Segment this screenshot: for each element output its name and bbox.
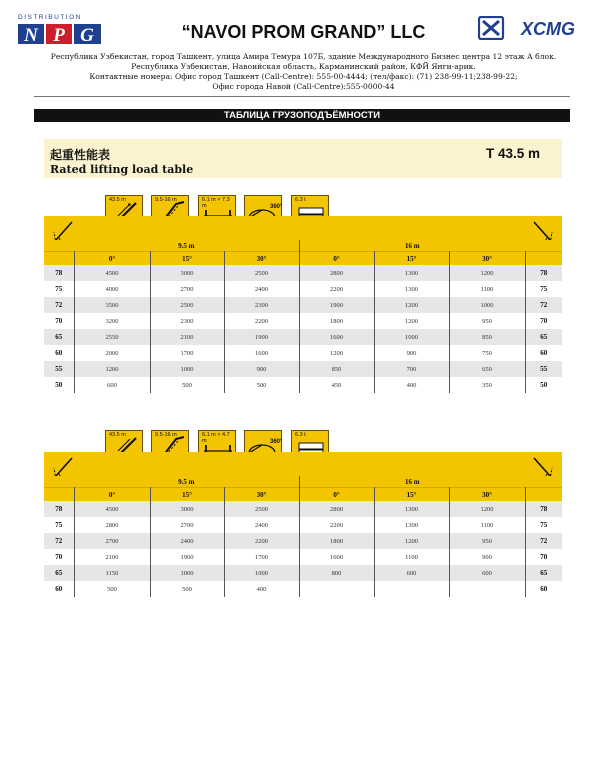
cell: 1300 <box>374 281 449 297</box>
cell: 3500 <box>74 297 150 313</box>
angle-header: 15° <box>150 252 224 266</box>
npg-logo-p: P <box>53 25 65 46</box>
cell: 1700 <box>150 345 224 361</box>
load-table-2-grid <box>44 476 562 597</box>
table-row <box>44 501 562 517</box>
cell: 3000 <box>150 265 224 281</box>
xcmg-logo-text: XCMG <box>521 19 575 39</box>
cell: 2800 <box>299 501 374 517</box>
cell: 600 <box>449 565 525 581</box>
angle-header: 30° <box>224 252 299 266</box>
cell: 500 <box>224 377 299 393</box>
slew-360-label: 360° <box>270 439 283 445</box>
table-row <box>44 265 562 281</box>
address-line-1: Республика Узбекистан, город Ташкент, улица Амира Темура 107Б, здание Международного Бизнес центра 12 этаж А блок. <box>50 52 557 61</box>
cell: 400 <box>224 581 299 597</box>
cell: 650 <box>449 361 525 377</box>
boom-length-label: 43.5 m <box>109 197 126 203</box>
cell: 2400 <box>224 281 299 297</box>
cell: 4500 <box>74 501 150 517</box>
cell: 1200 <box>74 361 150 377</box>
table-row <box>44 345 562 361</box>
table-row <box>44 549 562 565</box>
cell: 2800 <box>74 517 150 533</box>
cell <box>374 581 449 597</box>
row-angle-left: 65 <box>44 329 74 345</box>
cell: 1000 <box>374 329 449 345</box>
cell: 2500 <box>224 265 299 281</box>
cell <box>299 581 374 597</box>
cell: 2400 <box>150 533 224 549</box>
cell: 450 <box>299 377 374 393</box>
cell: 1700 <box>224 549 299 565</box>
row-angle-left: 65 <box>44 565 74 581</box>
address-line-3: Контактные номера: Офис город Ташкент (Call-Centre): 555-00-4444; (тел/факс): (71) 238-99-11;238-99-22; <box>89 72 518 81</box>
cell: 800 <box>299 565 374 581</box>
row-angle-right: 78 <box>525 501 562 517</box>
title-chinese: 起重性能表 <box>50 148 111 162</box>
npg-logo-n: N <box>24 25 38 46</box>
cell: 700 <box>374 361 449 377</box>
cell: 1100 <box>449 517 525 533</box>
capacity-label: T 43.5 m <box>486 146 541 161</box>
cell: 1800 <box>299 313 374 329</box>
cell: 850 <box>299 361 374 377</box>
boom-length-label: 43.5 m <box>109 432 126 438</box>
section-title: ТАБЛИЦА ГРУЗОПОДЪЁМНОСТИ <box>34 109 570 122</box>
table-row <box>44 329 562 345</box>
cell: 2200 <box>299 517 374 533</box>
cell: 500 <box>150 581 224 597</box>
row-angle-right: 50 <box>540 381 548 389</box>
table-row <box>44 377 562 393</box>
cell: 2700 <box>74 533 150 549</box>
angle-header: 0° <box>74 488 150 502</box>
cell: 2500 <box>224 501 299 517</box>
cell: 500 <box>150 377 224 393</box>
distribution-label: DISTRIBUTION <box>18 14 82 21</box>
row-angle-right: 70 <box>540 317 548 325</box>
row-angle-left: 72 <box>44 533 74 549</box>
table-row <box>44 533 562 549</box>
row-angle-left: 60 <box>55 349 63 357</box>
row-angle-left: 78 <box>44 265 74 281</box>
title-english: Rated lifting load table <box>50 163 194 176</box>
angle-header: 0° <box>299 252 374 266</box>
cell: 3000 <box>150 501 224 517</box>
cell: 2800 <box>299 265 374 281</box>
cell: 2200 <box>224 313 299 329</box>
cell: 600 <box>74 377 150 393</box>
cell: 1150 <box>74 565 150 581</box>
cell: 1100 <box>449 281 525 297</box>
cell: 2200 <box>299 281 374 297</box>
angle-header: 30° <box>224 488 299 502</box>
cell <box>449 581 525 597</box>
slew-360-label: 360° <box>270 204 283 210</box>
cell: 2200 <box>224 533 299 549</box>
cell: 1000 <box>224 565 299 581</box>
angle-header: 15° <box>150 488 224 502</box>
table-1-header-band <box>44 216 562 240</box>
cell: 1200 <box>299 345 374 361</box>
cell: 900 <box>374 345 449 361</box>
header-divider <box>34 96 570 97</box>
cell: 900 <box>449 549 525 565</box>
table-row <box>44 517 562 533</box>
cell: 2550 <box>74 329 150 345</box>
cell: 2100 <box>74 549 150 565</box>
cell: 1900 <box>224 329 299 345</box>
cell: 2300 <box>224 297 299 313</box>
angle-header: 0° <box>299 488 374 502</box>
row-angle-right: 72 <box>525 297 562 313</box>
cell: 900 <box>224 361 299 377</box>
cell: 850 <box>449 329 525 345</box>
boom-header-2: 16 m <box>299 476 525 488</box>
cell: 2400 <box>224 517 299 533</box>
cell: 1100 <box>374 549 449 565</box>
cell: 1200 <box>374 533 449 549</box>
counterweight-label: 6.3 t <box>295 432 306 438</box>
cell: 1200 <box>374 313 449 329</box>
cell: 2700 <box>150 517 224 533</box>
cell: 1000 <box>150 361 224 377</box>
row-angle-left: 78 <box>44 501 74 517</box>
cell: 2100 <box>150 329 224 345</box>
angle-header: 0° <box>74 252 150 266</box>
cell: 2700 <box>150 281 224 297</box>
address-line-2: Республика Узбекистан, Навоийская область, Карманинский район, КФЙ Янги-арик. <box>131 62 476 71</box>
cell: 4000 <box>74 281 150 297</box>
cell: 1900 <box>299 297 374 313</box>
address-line-4: Офис города Навой (Call-Centre):555-0000-44 <box>212 82 395 91</box>
jib-length-label: 9.5-16 m <box>155 197 177 203</box>
row-angle-right: 65 <box>525 329 562 345</box>
angle-header: 15° <box>374 252 449 266</box>
cell: 1600 <box>224 345 299 361</box>
company-name: “NAVOI PROM GRAND” LLC <box>181 22 426 42</box>
table-2-header-band <box>44 452 562 476</box>
cell: 1300 <box>374 265 449 281</box>
cell: 2300 <box>150 313 224 329</box>
cell: 4500 <box>74 265 150 281</box>
counterweight-label: 6.3 t <box>295 197 306 203</box>
row-angle-right: 75 <box>540 521 548 529</box>
cell: 1300 <box>374 517 449 533</box>
cell: 1200 <box>449 501 525 517</box>
cell: 600 <box>374 565 449 581</box>
cell: 500 <box>74 581 150 597</box>
jib-length-label: 9.5-16 m <box>155 432 177 438</box>
cell: 950 <box>449 313 525 329</box>
table-row <box>44 297 562 313</box>
cell: 1900 <box>150 549 224 565</box>
angle-header: 30° <box>449 488 525 502</box>
table-row <box>44 281 562 297</box>
cell: 1300 <box>374 501 449 517</box>
row-angle-right: 55 <box>525 361 562 377</box>
cell: 1200 <box>374 297 449 313</box>
cell: 1000 <box>150 565 224 581</box>
row-angle-left: 72 <box>44 297 74 313</box>
angle-header: 30° <box>449 252 525 266</box>
cell: 1600 <box>299 329 374 345</box>
angle-header: 15° <box>374 488 449 502</box>
table-row <box>44 565 562 581</box>
row-angle-left: 75 <box>55 521 63 529</box>
row-angle-left: 75 <box>55 285 63 293</box>
cell: 350 <box>449 377 525 393</box>
row-angle-right: 75 <box>540 285 548 293</box>
cell: 400 <box>374 377 449 393</box>
row-angle-right: 60 <box>540 585 548 593</box>
row-angle-right: 78 <box>525 265 562 281</box>
row-angle-right: 65 <box>525 565 562 581</box>
cell: 1600 <box>299 549 374 565</box>
row-angle-left: 60 <box>55 585 63 593</box>
boom-header-1: 9.5 m <box>74 476 299 488</box>
table-row <box>44 313 562 329</box>
load-table-1-grid <box>44 240 562 393</box>
npg-logo-g: G <box>80 25 94 46</box>
row-angle-left: 70 <box>55 317 63 325</box>
table-row <box>44 581 562 597</box>
boom-header-2: 16 m <box>299 240 525 252</box>
cell: 2000 <box>74 345 150 361</box>
cell: 1800 <box>299 533 374 549</box>
row-angle-left: 50 <box>55 381 63 389</box>
cell: 750 <box>449 345 525 361</box>
row-angle-right: 60 <box>540 349 548 357</box>
outrigger-span-label: 6.1 m × 7.3 m <box>202 197 230 209</box>
cell: 1200 <box>449 265 525 281</box>
row-angle-left: 55 <box>44 361 74 377</box>
cell: 2500 <box>150 297 224 313</box>
row-angle-right: 72 <box>525 533 562 549</box>
cell: 1000 <box>449 297 525 313</box>
table-row <box>44 361 562 377</box>
cell: 3200 <box>74 313 150 329</box>
cell: 950 <box>449 533 525 549</box>
xcmg-logo <box>478 16 590 40</box>
outrigger-span-label: 6.1 m × 4.7 m <box>202 432 230 444</box>
row-angle-right: 70 <box>540 553 548 561</box>
row-angle-left: 70 <box>55 553 63 561</box>
boom-header-1: 9.5 m <box>74 240 299 252</box>
